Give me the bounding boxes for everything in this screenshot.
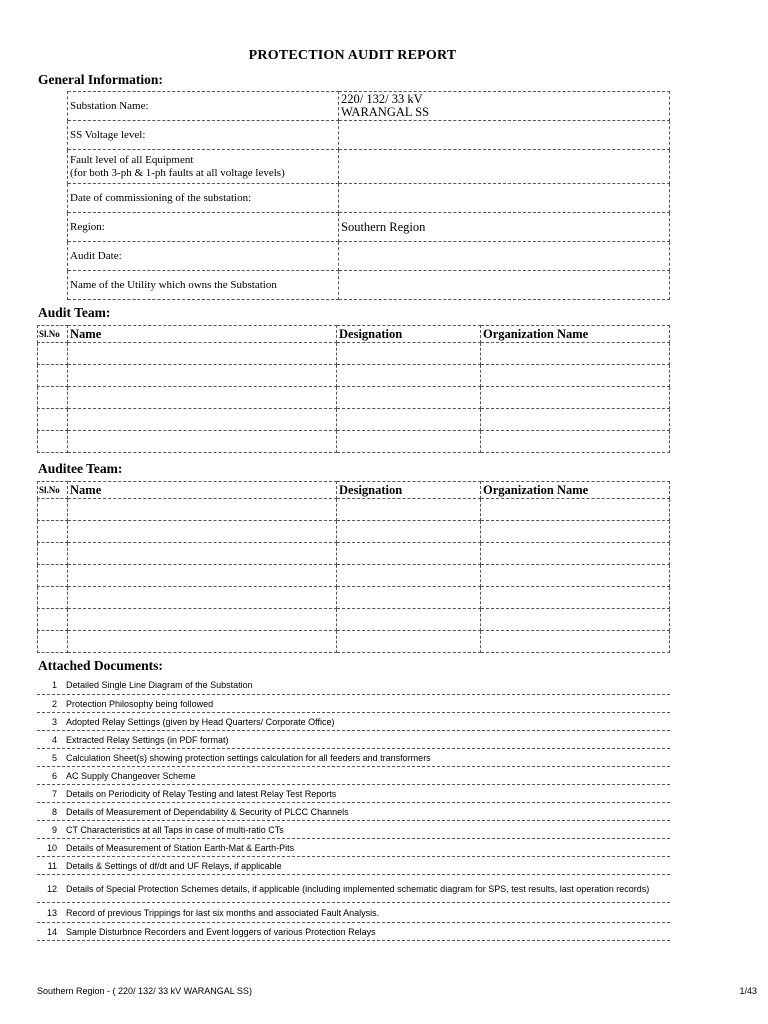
list-item [37, 785, 670, 803]
sl-no-cell[interactable] [38, 587, 68, 609]
name-cell[interactable] [68, 499, 337, 521]
item-text: Details & Settings of df/dt and UF Relays, if applicable [66, 860, 282, 871]
item-number: 6 [51, 770, 57, 781]
spacer-cell [37, 184, 68, 213]
list-item [37, 676, 670, 695]
organization-cell[interactable] [481, 343, 670, 365]
commissioning-date-value [339, 184, 670, 213]
table-row [38, 565, 670, 587]
item-number: 10 [46, 842, 57, 853]
item-text: Sample Disturbnce Recorders and Event loggers of various Protection Relays [66, 926, 376, 937]
name-cell[interactable] [68, 431, 337, 453]
fault-level-label-line1: Fault level of all Equipment [70, 153, 194, 166]
table-row [38, 499, 670, 521]
list-item [37, 903, 670, 923]
designation-cell[interactable] [337, 587, 481, 609]
designation-cell[interactable] [337, 343, 481, 365]
organization-cell[interactable] [481, 521, 670, 543]
sl-no-cell[interactable] [38, 387, 68, 409]
item-number: 9 [51, 824, 57, 835]
list-item [37, 839, 670, 857]
designation-cell[interactable] [337, 499, 481, 521]
item-number: 2 [51, 698, 57, 709]
sl-no-cell[interactable] [38, 343, 68, 365]
substation-voltage-text: 220/ 132/ 33 kV [341, 92, 423, 106]
utility-name-label: Name of the Utility which owns the Substation [68, 271, 339, 300]
audit-date-row [37, 242, 670, 271]
table-row [38, 587, 670, 609]
item-text: Detailed Single Line Diagram of the Substation [66, 680, 253, 690]
spacer-cell [37, 213, 68, 242]
table-row [38, 365, 670, 387]
region-row [37, 213, 670, 242]
sl-no-cell[interactable] [38, 609, 68, 631]
list-item [37, 923, 670, 941]
audit-team-header-row [38, 326, 670, 343]
attached-documents-heading: Attached Documents: [38, 658, 163, 673]
region-label: Region: [68, 213, 339, 242]
name-cell[interactable] [68, 387, 337, 409]
substation-name-text: WARANGAL SS [341, 105, 430, 119]
item-text: Calculation Sheet(s) showing protection settings calculation for all feeders and transformers [66, 752, 431, 763]
designation-cell[interactable] [337, 631, 481, 653]
voltage-level-label: SS Voltage level: [68, 121, 339, 150]
substation-name-label: Substation Name: [68, 92, 339, 121]
item-number: 13 [46, 907, 57, 918]
designation-header: Designation [337, 482, 481, 499]
item-text: Record of previous Trippings for last six months and associated Fault Analysis. [66, 907, 380, 918]
organization-cell[interactable] [481, 587, 670, 609]
region-value: Southern Region [339, 213, 670, 242]
name-header: Name [68, 326, 337, 343]
designation-cell[interactable] [337, 365, 481, 387]
item-text: Extracted Relay Settings (in PDF format) [66, 734, 229, 745]
name-cell[interactable] [68, 631, 337, 653]
footer-page-number: 1/43 [739, 986, 757, 996]
organization-cell[interactable] [481, 409, 670, 431]
item-number: 8 [51, 806, 57, 817]
name-cell[interactable] [68, 543, 337, 565]
name-header: Name [68, 482, 337, 499]
sl-no-cell[interactable] [38, 431, 68, 453]
commissioning-date-row [37, 184, 670, 213]
table-row [38, 609, 670, 631]
name-cell[interactable] [68, 609, 337, 631]
table-row [38, 521, 670, 543]
audit-date-label: Audit Date: [68, 242, 339, 271]
item-number: 11 [47, 860, 57, 871]
sl-no-header: Sl.No [38, 482, 68, 499]
item-number: 5 [51, 752, 57, 763]
organization-cell[interactable] [481, 431, 670, 453]
table-row [38, 543, 670, 565]
table-row [38, 387, 670, 409]
audit-team-table [37, 325, 670, 453]
organization-cell[interactable] [481, 365, 670, 387]
designation-cell[interactable] [337, 387, 481, 409]
auditee-team-heading: Auditee Team: [38, 461, 123, 476]
item-number: 1 [51, 680, 57, 690]
spacer-cell [37, 150, 68, 184]
attached-documents-list [37, 676, 670, 941]
table-row [38, 409, 670, 431]
organization-cell[interactable] [481, 631, 670, 653]
voltage-level-value [339, 121, 670, 150]
substation-name-row [37, 92, 670, 121]
name-cell[interactable] [68, 521, 337, 543]
list-item [37, 857, 670, 875]
item-number: 4 [51, 734, 57, 745]
item-text: Details of Special Protection Schemes details, if applicable (including implemented schematic diagram for SPS, test results, last operation records) [66, 883, 650, 894]
report-title: PROTECTION AUDIT REPORT [248, 48, 457, 63]
list-item [37, 767, 670, 785]
item-text: Adopted Relay Settings (given by Head Quarters/ Corporate Office) [66, 716, 335, 727]
spacer-cell [37, 121, 68, 150]
spacer-cell [37, 92, 68, 121]
designation-header: Designation [337, 326, 481, 343]
item-text: AC Supply Changeover Scheme [66, 770, 196, 781]
fault-level-label-line2: (for both 3-ph & 1-ph faults at all voltage levels) [70, 166, 285, 179]
fault-level-value [339, 150, 670, 184]
voltage-level-row [37, 121, 670, 150]
audit-team-heading: Audit Team: [38, 305, 111, 320]
sl-no-cell[interactable] [38, 409, 68, 431]
name-cell[interactable] [68, 587, 337, 609]
designation-cell[interactable] [337, 409, 481, 431]
item-text: Details of Measurement of Dependability & Security of PLCC Channels [66, 806, 349, 817]
fault-level-row [37, 150, 670, 184]
organization-cell[interactable] [481, 499, 670, 521]
item-text: CT Characteristics at all Taps in case of multi-ratio CTs [66, 824, 284, 835]
audit-date-value [339, 242, 670, 271]
item-number: 12 [46, 883, 57, 894]
spacer-cell [37, 242, 68, 271]
item-text: Protection Philosophy being followed [66, 698, 214, 709]
designation-cell[interactable] [337, 543, 481, 565]
auditee-team-table [37, 481, 670, 653]
item-text: Details of Measurement of Station Earth-Mat & Earth-Pits [66, 842, 295, 853]
name-cell[interactable] [68, 365, 337, 387]
utility-name-value [339, 271, 670, 300]
item-number: 14 [46, 926, 57, 937]
general-information-heading: General Information: [38, 72, 163, 87]
table-row [38, 431, 670, 453]
item-number: 3 [51, 716, 57, 727]
name-cell[interactable] [68, 409, 337, 431]
list-item [37, 875, 670, 903]
designation-cell[interactable] [337, 431, 481, 453]
footer-location: Southern Region - ( 220/ 132/ 33 kV WARANGAL SS) [37, 986, 252, 996]
spacer-cell [37, 271, 68, 300]
sl-no-cell[interactable] [38, 521, 68, 543]
sl-no-cell[interactable] [38, 543, 68, 565]
list-item [37, 821, 670, 839]
sl-no-cell[interactable] [38, 365, 68, 387]
list-item [37, 713, 670, 731]
sl-no-cell[interactable] [38, 499, 68, 521]
substation-name-value [339, 92, 670, 121]
list-item [37, 749, 670, 767]
organization-header: Organization Name [481, 326, 670, 343]
table-row [38, 343, 670, 365]
name-cell[interactable] [68, 343, 337, 365]
designation-cell[interactable] [337, 609, 481, 631]
sl-no-cell[interactable] [38, 631, 68, 653]
organization-header: Organization Name [481, 482, 670, 499]
item-text: Details on Periodicity of Relay Testing and latest Relay Test Reports [66, 788, 337, 799]
organization-cell[interactable] [481, 387, 670, 409]
list-item [37, 695, 670, 713]
auditee-team-header-row [38, 482, 670, 499]
organization-cell[interactable] [481, 543, 670, 565]
designation-cell[interactable] [337, 521, 481, 543]
table-row [38, 631, 670, 653]
organization-cell[interactable] [481, 609, 670, 631]
fault-level-label [68, 150, 339, 184]
item-number: 7 [51, 788, 57, 799]
utility-name-row [37, 271, 670, 300]
organization-cell[interactable] [481, 565, 670, 587]
list-item [37, 731, 670, 749]
sl-no-cell[interactable] [38, 565, 68, 587]
commissioning-date-label: Date of commissioning of the substation: [68, 184, 339, 213]
general-information-table [37, 91, 670, 300]
list-item [37, 803, 670, 821]
designation-cell[interactable] [337, 565, 481, 587]
sl-no-header: Sl.No [38, 326, 68, 343]
name-cell[interactable] [68, 565, 337, 587]
